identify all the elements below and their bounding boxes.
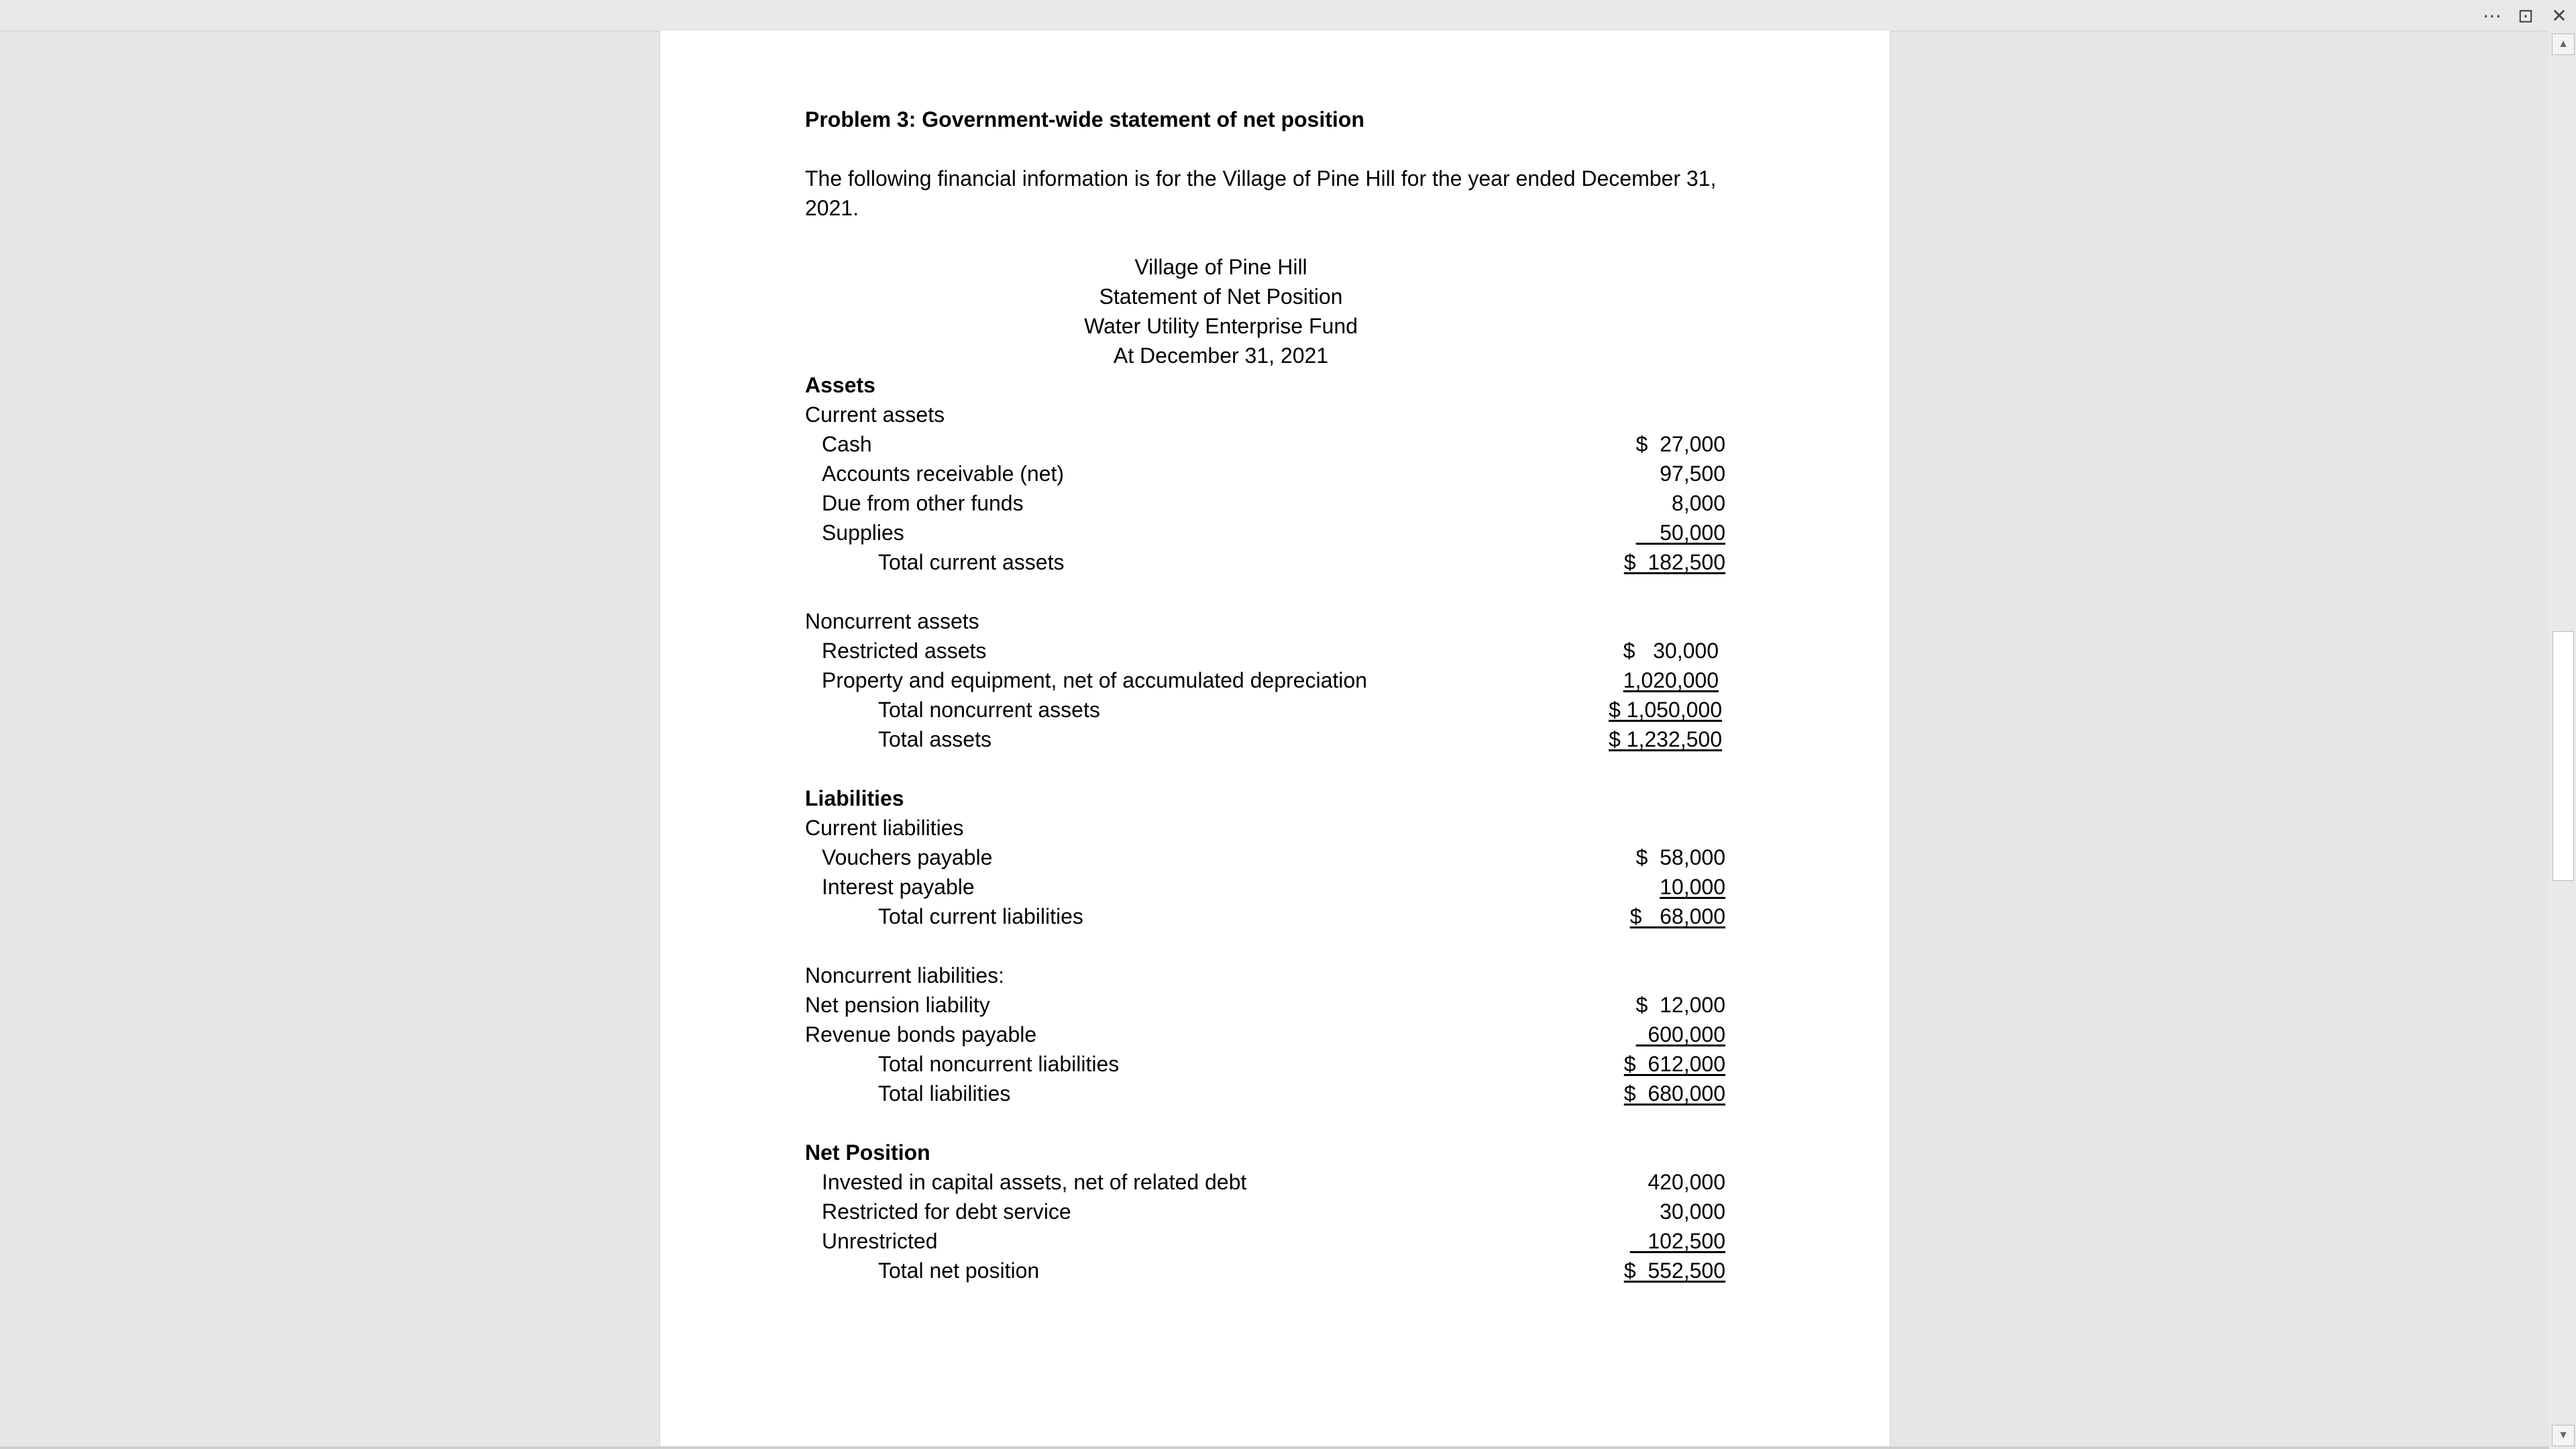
total-current-liabilities-amount: $ 68,000 (1629, 904, 1725, 928)
cash-amount: $ 27,000 (1635, 432, 1725, 456)
row-accounts-receivable (805, 459, 1758, 488)
row-supplies (805, 518, 1758, 547)
total-net-position-label: Total net position (878, 1258, 1040, 1283)
due-amount: 8,000 (1671, 491, 1725, 515)
ppe-label: Property and equipment, net of accumulated depreciation (822, 668, 1367, 692)
row-revenue-bonds-payable (805, 1020, 1758, 1049)
current-liabilities-heading: Current liabilities (805, 816, 964, 840)
total-noncurrent-liabilities-amount: $ 612,000 (1623, 1052, 1725, 1076)
scroll-down-arrow-icon[interactable]: ▼ (2552, 1425, 2575, 1446)
scroll-up-arrow-icon[interactable]: ▲ (2552, 34, 2575, 55)
restricted-debt-amount: 30,000 (1660, 1199, 1725, 1224)
row-restricted-assets (805, 636, 1758, 665)
restricted-assets-amount: $ 30,000 (1623, 639, 1719, 663)
row-total-current-liabilities (805, 902, 1758, 931)
due-label: Due from other funds (822, 491, 1024, 515)
noncurrent-assets-heading: Noncurrent assets (805, 609, 979, 633)
total-assets-amount: $ 1,232,500 (1608, 727, 1722, 751)
total-liabilities-amount: $ 680,000 (1623, 1081, 1725, 1106)
restricted-assets-label: Restricted assets (822, 639, 987, 663)
row-total-assets (805, 724, 1758, 754)
noncurrent-liabilities-heading: Noncurrent liabilities: (805, 963, 1005, 987)
total-current-assets-amount: $ 182,500 (1623, 550, 1725, 574)
total-noncurrent-assets-amount: $ 1,050,000 (1608, 698, 1722, 722)
row-interest-payable (805, 872, 1758, 902)
more-options-icon[interactable]: ⋯ (2483, 5, 2502, 26)
total-current-assets-label: Total current assets (878, 550, 1065, 574)
row-net-pension-liability (805, 990, 1758, 1020)
supplies-label: Supplies (822, 521, 904, 545)
pension-amount: $ 12,000 (1635, 993, 1725, 1017)
ppe-amount: 1,020,000 (1623, 668, 1719, 692)
total-noncurrent-liabilities-label: Total noncurrent liabilities (878, 1052, 1120, 1076)
close-icon[interactable]: ✕ (2551, 5, 2567, 26)
cash-label: Cash (822, 432, 872, 456)
row-due-from-other-funds (805, 488, 1758, 518)
scrollbar-thumb[interactable] (2553, 631, 2574, 881)
unrestricted-amount: 102,500 (1629, 1229, 1725, 1253)
pension-label: Net pension liability (805, 993, 990, 1017)
header-fund: Water Utility Enterprise Fund (1084, 314, 1358, 338)
row-total-noncurrent-assets (805, 695, 1758, 724)
restricted-debt-label: Restricted for debt service (822, 1199, 1071, 1224)
header-statement: Statement of Net Position (1099, 284, 1343, 309)
header-entity: Village of Pine Hill (1134, 255, 1307, 279)
document-body (805, 105, 1758, 1285)
row-property-equipment (805, 665, 1758, 695)
row-total-net-position (805, 1256, 1758, 1285)
bonds-amount: 600,000 (1635, 1022, 1725, 1046)
total-noncurrent-assets-label: Total noncurrent assets (878, 698, 1100, 722)
supplies-amount: 50,000 (1635, 521, 1725, 545)
total-assets-label: Total assets (878, 727, 991, 751)
row-total-current-assets (805, 547, 1758, 577)
vouchers-amount: $ 58,000 (1635, 845, 1725, 869)
row-restricted-debt-service (805, 1197, 1758, 1226)
current-assets-heading: Current assets (805, 402, 945, 427)
row-vouchers-payable (805, 843, 1758, 872)
invested-label: Invested in capital assets, net of related debt (822, 1170, 1247, 1194)
problem-title: Problem 3: Government-wide statement of net position (805, 107, 1364, 131)
ar-label: Accounts receivable (net) (822, 462, 1065, 486)
total-net-position-amount: $ 552,500 (1623, 1258, 1725, 1283)
vertical-scrollbar[interactable] (2549, 31, 2576, 1449)
horizontal-scroll-track (0, 1446, 2549, 1449)
ar-amount: 97,500 (1660, 462, 1725, 486)
row-invested-capital-assets (805, 1167, 1758, 1197)
liabilities-heading: Liabilities (805, 786, 904, 810)
window-title-bar (0, 0, 2576, 32)
restore-window-icon[interactable]: ⊡ (2518, 5, 2534, 26)
row-total-liabilities (805, 1079, 1758, 1108)
interest-amount: 10,000 (1660, 875, 1725, 899)
total-current-liabilities-label: Total current liabilities (878, 904, 1083, 928)
interest-label: Interest payable (822, 875, 975, 899)
row-cash (805, 429, 1758, 459)
intro-paragraph: The following financial information is for the Village of Pine Hill for the year ended December 31, 2021. (805, 166, 1717, 220)
assets-heading: Assets (805, 373, 875, 397)
total-liabilities-label: Total liabilities (878, 1081, 1011, 1106)
vouchers-label: Vouchers payable (822, 845, 993, 869)
header-date: At December 31, 2021 (1113, 343, 1329, 368)
net-position-heading: Net Position (805, 1140, 930, 1165)
unrestricted-label: Unrestricted (822, 1229, 938, 1253)
row-unrestricted (805, 1226, 1758, 1256)
document-page (659, 31, 1890, 1449)
invested-amount: 420,000 (1648, 1170, 1725, 1194)
bonds-label: Revenue bonds payable (805, 1022, 1037, 1046)
row-total-noncurrent-liabilities (805, 1049, 1758, 1079)
